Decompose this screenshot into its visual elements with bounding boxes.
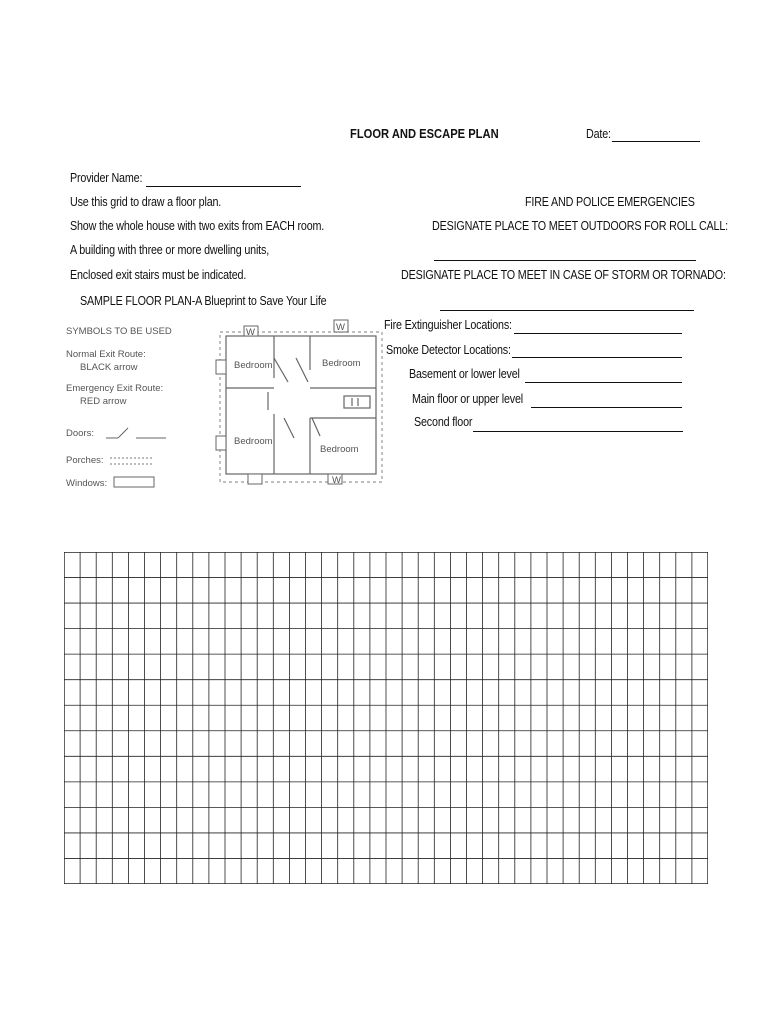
legend-normal-exit-desc: BLACK arrow xyxy=(80,362,138,373)
sample-floor-plan xyxy=(62,318,386,496)
provider-name-label: Provider Name: xyxy=(70,171,143,185)
instruction-line-4: Enclosed exit stairs must be indicated. xyxy=(70,268,247,282)
date-field[interactable] xyxy=(612,141,700,142)
main-floor-field[interactable] xyxy=(531,407,682,408)
porch-symbol xyxy=(110,458,154,464)
instruction-line-2: Show the whole house with two exits from EACH room. xyxy=(70,219,325,233)
smoke-detector-field[interactable] xyxy=(512,357,682,358)
smoke-detector-label: Smoke Detector Locations: xyxy=(386,343,511,357)
roll-call-field[interactable] xyxy=(434,260,696,261)
legend-emergency-exit: Emergency Exit Route: xyxy=(66,383,164,394)
room-label-bedroom: Bedroom xyxy=(234,360,273,371)
plan-outline xyxy=(220,332,382,482)
instruction-line-1: Use this grid to draw a floor plan. xyxy=(70,195,222,209)
roll-call-label: DESIGNATE PLACE TO MEET OUTDOORS FOR ROLL CALL: xyxy=(432,219,728,233)
sample-caption: SAMPLE FLOOR PLAN-A Blueprint to Save Your Life xyxy=(80,294,327,308)
date-label: Date: xyxy=(586,127,611,141)
extinguisher-label: Fire Extinguisher Locations: xyxy=(384,318,512,332)
emergencies-heading: FIRE AND POLICE EMERGENCIES xyxy=(525,195,695,209)
legend-emergency-exit-desc: RED arrow xyxy=(80,396,127,407)
basement-label: Basement or lower level xyxy=(409,367,520,381)
second-floor-field[interactable] xyxy=(473,431,683,432)
page-title: FLOOR AND ESCAPE PLAN xyxy=(350,126,499,141)
extinguisher-field[interactable] xyxy=(514,333,682,334)
floor-plan-grid[interactable] xyxy=(64,552,708,884)
plan-windows xyxy=(216,320,348,484)
legend-normal-exit: Normal Exit Route: xyxy=(66,349,146,360)
room-label-bedroom: Bedroom xyxy=(322,358,361,369)
legend-porches: Porches: xyxy=(66,455,104,466)
main-floor-label: Main floor or upper level xyxy=(412,392,524,406)
window-mark: W xyxy=(332,475,341,486)
door-symbol xyxy=(106,428,166,438)
basement-field[interactable] xyxy=(525,382,682,383)
room-label-bedroom: Bedroom xyxy=(234,436,273,447)
second-floor-label: Second floor xyxy=(414,415,473,429)
provider-name-field[interactable] xyxy=(146,186,301,187)
window-symbol xyxy=(114,477,154,487)
storm-label: DESIGNATE PLACE TO MEET IN CASE OF STORM OR TORNADO: xyxy=(401,268,726,282)
legend-windows: Windows: xyxy=(66,478,108,489)
room-label-bedroom: Bedroom xyxy=(320,444,359,455)
legend-doors: Doors: xyxy=(66,428,94,439)
window-mark: W xyxy=(246,327,255,338)
instruction-line-3: A building with three or more dwelling units, xyxy=(70,243,270,257)
legend-heading: SYMBOLS TO BE USED xyxy=(66,326,172,337)
window-mark: W xyxy=(336,322,345,333)
storm-field[interactable] xyxy=(440,310,694,311)
